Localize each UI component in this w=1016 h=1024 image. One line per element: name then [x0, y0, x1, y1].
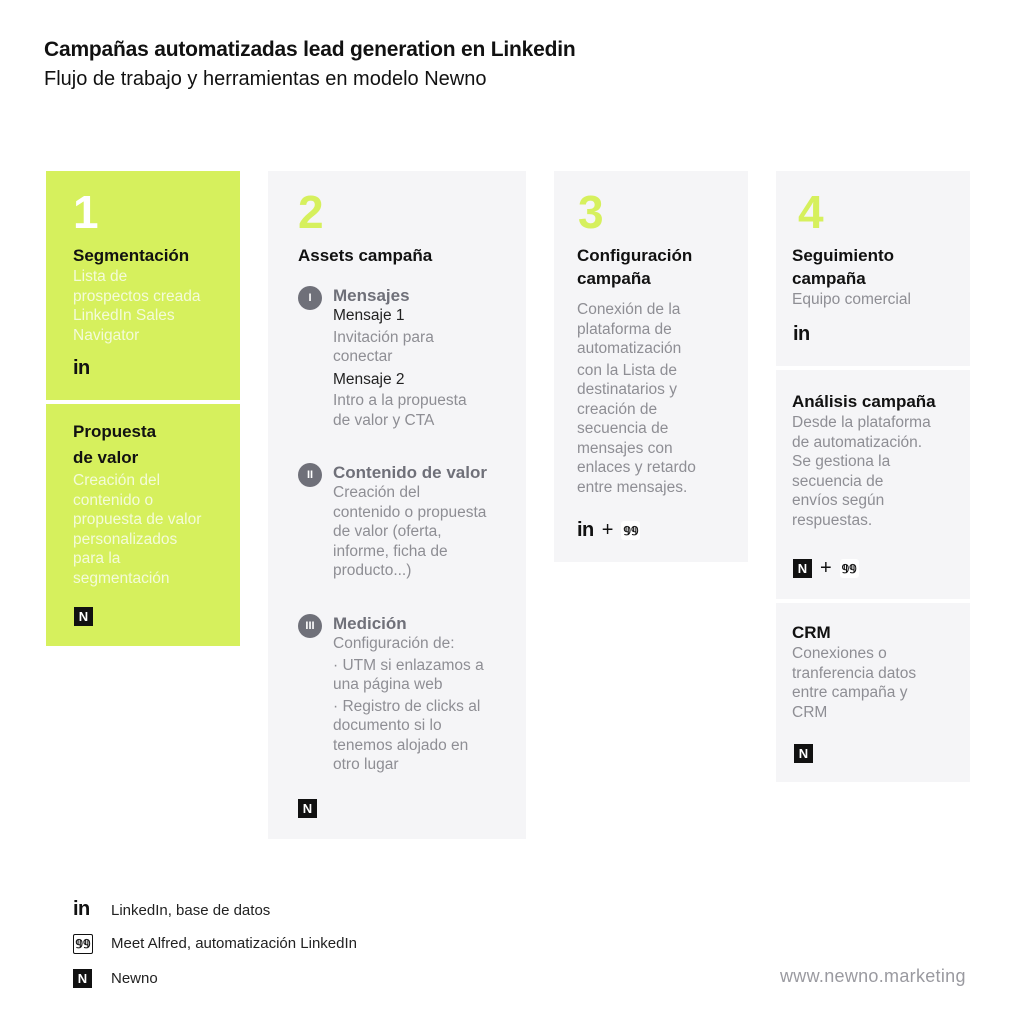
seguimiento-card [776, 171, 970, 366]
step-number-3: 3 [578, 186, 604, 238]
configuracion-text: Conexión de la plataforma de automatización con la Lista de destinatarios y creación de secuencia de mensajes con enlaces y retardo entre mensajes. [577, 301, 696, 496]
roman-i-icon: I [298, 286, 322, 310]
medicion-text: Configuración de: · UTM si enlazamos a una página web · Registro de clicks al documento si lo tenemos alojado en otro lugar [333, 635, 484, 773]
step-number-1: 1 [73, 186, 99, 238]
propuesta-card [46, 404, 240, 646]
roman-ii-icon: II [298, 463, 322, 487]
mensaje-1-text: Invitación para conectar [333, 328, 434, 365]
seguimiento-text: Equipo comercial [792, 291, 911, 308]
contenido-title: Contenido de valor [333, 463, 487, 482]
meet-alfred-icon: 𝟡𝟡 [73, 934, 93, 954]
assets-card [268, 171, 526, 839]
segmentacion-card [46, 171, 240, 400]
linkedin-icon: in [577, 519, 594, 541]
mensaje-2-label: Mensaje 2 [333, 370, 405, 388]
page-subtitle: Flujo de trabajo y herramientas en modelo Newno [44, 68, 487, 90]
configuracion-title: Configuración campaña [577, 246, 693, 288]
newno-icon: N [74, 607, 93, 626]
mensaje-2-text: Intro a la propuesta de valor y CTA [333, 392, 467, 429]
crm-title: CRM [792, 623, 831, 642]
contenido-text: Creación del contenido o propuesta de valor (oferta, informe, ficha de producto...) [333, 484, 487, 579]
medicion-title: Medición [333, 614, 407, 633]
analisis-title: Análisis campaña [792, 392, 936, 411]
propuesta-text: Creación del contenido o propuesta de valor personalizados para la segmentación [73, 472, 202, 587]
propuesta-title: Propuesta de valor [73, 422, 157, 467]
analisis-card [776, 370, 970, 599]
segmentacion-text: Lista de prospectos creada LinkedIn Sales Navigator [73, 268, 201, 344]
newno-icon: N [73, 969, 92, 988]
mensaje-1-label: Mensaje 1 [333, 307, 405, 324]
meet-alfred-icon: 𝟡𝟡 [621, 521, 640, 540]
step-number-4: 4 [798, 186, 824, 238]
newno-icon: N [298, 799, 317, 818]
roman-iii-icon: III [298, 614, 322, 638]
plus-icon: + [601, 519, 614, 541]
linkedin-icon: in [73, 898, 90, 920]
legend-linkedin-label: LinkedIn, base de datos [111, 902, 271, 919]
newno-icon: N [793, 559, 812, 578]
page-title: Campañas automatizadas lead generation en Linkedin [44, 38, 576, 61]
crm-text: Conexiones o tranferencia datos entre campaña y CRM [792, 645, 917, 721]
seguimiento-title: Seguimiento campaña [792, 246, 895, 288]
analisis-text: Desde la plataforma de automatización. Se gestiona la secuencia de envíos según respuestas. [792, 414, 931, 529]
newno-icon: N [794, 744, 813, 763]
legend-newno-label: Newno [111, 970, 158, 987]
mensajes-title: Mensajes [333, 286, 410, 305]
configuracion-card [554, 171, 748, 562]
meet-alfred-icon: 𝟡𝟡 [840, 559, 859, 578]
assets-title: Assets campaña [298, 246, 433, 265]
segmentacion-title: Segmentación [73, 246, 190, 265]
legend-alfred-label: Meet Alfred, automatización LinkedIn [111, 935, 357, 952]
linkedin-icon: in [793, 323, 810, 345]
website-link[interactable]: www.newno.marketing [780, 966, 966, 986]
plus-icon: + [820, 557, 832, 579]
crm-card [776, 603, 970, 782]
linkedin-icon: in [73, 357, 90, 379]
step-number-2: 2 [298, 186, 324, 238]
